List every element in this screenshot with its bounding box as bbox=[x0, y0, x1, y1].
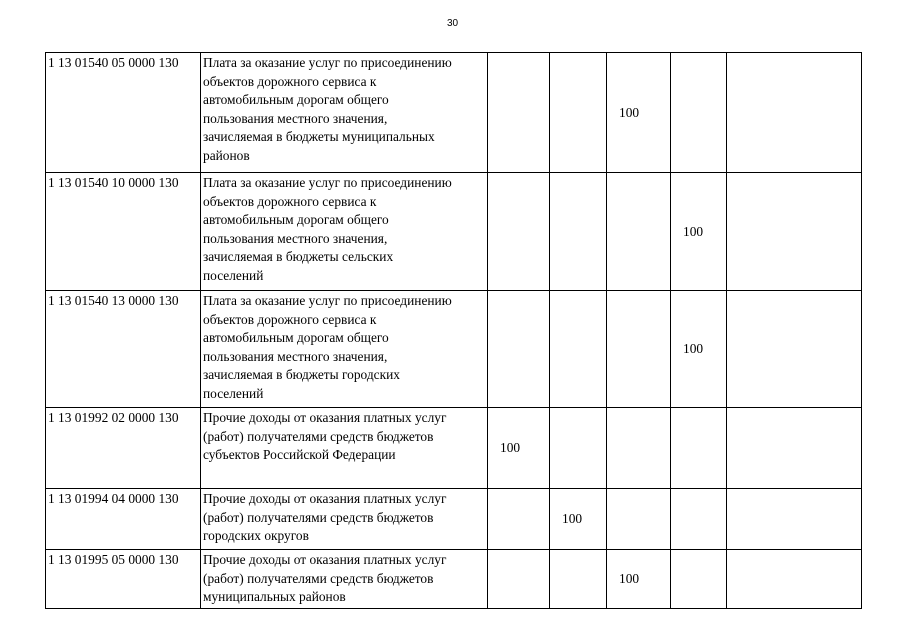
norm-value-cell bbox=[607, 408, 671, 489]
name-line: Прочие доходы от оказания платных услуг bbox=[203, 552, 447, 567]
budget-revenue-table bbox=[45, 52, 862, 609]
norm-value-cell bbox=[550, 408, 607, 489]
norm-value-cell: 100 bbox=[488, 408, 550, 489]
norm-value-cell bbox=[607, 291, 671, 408]
name-line: районов bbox=[203, 147, 250, 163]
name-line: автомобильным дорогам общего bbox=[203, 92, 389, 108]
name-line: субъектов Российской Федерации bbox=[203, 447, 396, 463]
norm-value-cell bbox=[727, 550, 862, 609]
norm-value-cell bbox=[607, 489, 671, 550]
norm-value-cell bbox=[671, 550, 727, 609]
name-line: зачисляемая в бюджеты сельских bbox=[203, 249, 394, 265]
table-row bbox=[46, 408, 862, 489]
norm-value-cell bbox=[727, 53, 862, 173]
norm-value-cell bbox=[550, 550, 607, 609]
revenue-code-cell: 1 13 01995 05 0000 130 bbox=[46, 550, 201, 609]
name-line: городских округов bbox=[203, 528, 309, 544]
norm-value-cell bbox=[727, 408, 862, 489]
revenue-code-cell: 1 13 01540 10 0000 130 bbox=[46, 173, 201, 291]
name-line: поселений bbox=[203, 385, 264, 401]
norm-value-cell bbox=[727, 291, 862, 408]
norm-value-cell bbox=[550, 173, 607, 291]
norm-value-cell: 100 bbox=[671, 291, 727, 408]
name-line: (работ) получателями средств бюджетов bbox=[203, 570, 434, 586]
revenue-name-cell bbox=[201, 550, 488, 609]
name-line: (работ) получателями средств бюджетов bbox=[203, 509, 434, 525]
name-line: объектов дорожного сервиса к bbox=[203, 311, 377, 327]
norm-value-cell bbox=[488, 173, 550, 291]
name-line: пользования местного значения, bbox=[203, 348, 388, 364]
norm-value-cell bbox=[671, 408, 727, 489]
table-row bbox=[46, 53, 862, 173]
norm-value-cell bbox=[488, 291, 550, 408]
norm-value-cell: 100 bbox=[671, 173, 727, 291]
revenue-name-cell bbox=[201, 173, 488, 291]
name-line: автомобильным дорогам общего bbox=[203, 212, 389, 228]
norm-value-cell: 100 bbox=[607, 550, 671, 609]
table-row bbox=[46, 550, 862, 609]
revenue-name-cell bbox=[201, 53, 488, 173]
norm-value-cell bbox=[727, 173, 862, 291]
name-line: Плата за оказание услуг по присоединению bbox=[203, 293, 452, 308]
norm-value-cell bbox=[488, 550, 550, 609]
name-line: поселений bbox=[203, 267, 264, 283]
norm-value-cell bbox=[671, 489, 727, 550]
name-line: (работ) получателями средств бюджетов bbox=[203, 428, 434, 444]
name-line: муниципальных районов bbox=[203, 589, 346, 605]
table-row bbox=[46, 489, 862, 550]
name-line: Плата за оказание услуг по присоединению bbox=[203, 175, 452, 190]
norm-value-cell: 100 bbox=[607, 53, 671, 173]
name-line: Плата за оказание услуг по присоединению bbox=[203, 55, 452, 70]
revenue-code-cell: 1 13 01994 04 0000 130 bbox=[46, 489, 201, 550]
page-number: 30 bbox=[446, 18, 459, 29]
revenue-name-cell bbox=[201, 291, 488, 408]
norm-value-cell: 100 bbox=[550, 489, 607, 550]
revenue-name-cell bbox=[201, 489, 488, 550]
name-line: пользования местного значения, bbox=[203, 110, 388, 126]
norm-value-cell bbox=[607, 173, 671, 291]
name-line: Прочие доходы от оказания платных услуг bbox=[203, 491, 447, 506]
name-line: объектов дорожного сервиса к bbox=[203, 193, 377, 209]
norm-value-cell bbox=[727, 489, 862, 550]
revenue-code-cell: 1 13 01992 02 0000 130 bbox=[46, 408, 201, 489]
norm-value-cell bbox=[550, 53, 607, 173]
revenue-name-cell bbox=[201, 408, 488, 489]
name-line: объектов дорожного сервиса к bbox=[203, 73, 377, 89]
name-line: зачисляемая в бюджеты городских bbox=[203, 367, 400, 383]
name-line: автомобильным дорогам общего bbox=[203, 330, 389, 346]
revenue-code-cell: 1 13 01540 13 0000 130 bbox=[46, 291, 201, 408]
norm-value-cell bbox=[488, 53, 550, 173]
name-line: Прочие доходы от оказания платных услуг bbox=[203, 410, 447, 425]
revenue-code-cell: 1 13 01540 05 0000 130 bbox=[46, 53, 201, 173]
norm-value-cell bbox=[671, 53, 727, 173]
norm-value-cell bbox=[550, 291, 607, 408]
norm-value-cell bbox=[488, 489, 550, 550]
table-row bbox=[46, 173, 862, 291]
name-line: зачисляемая в бюджеты муниципальных bbox=[203, 129, 435, 145]
table-row bbox=[46, 291, 862, 408]
name-line: пользования местного значения, bbox=[203, 230, 388, 246]
